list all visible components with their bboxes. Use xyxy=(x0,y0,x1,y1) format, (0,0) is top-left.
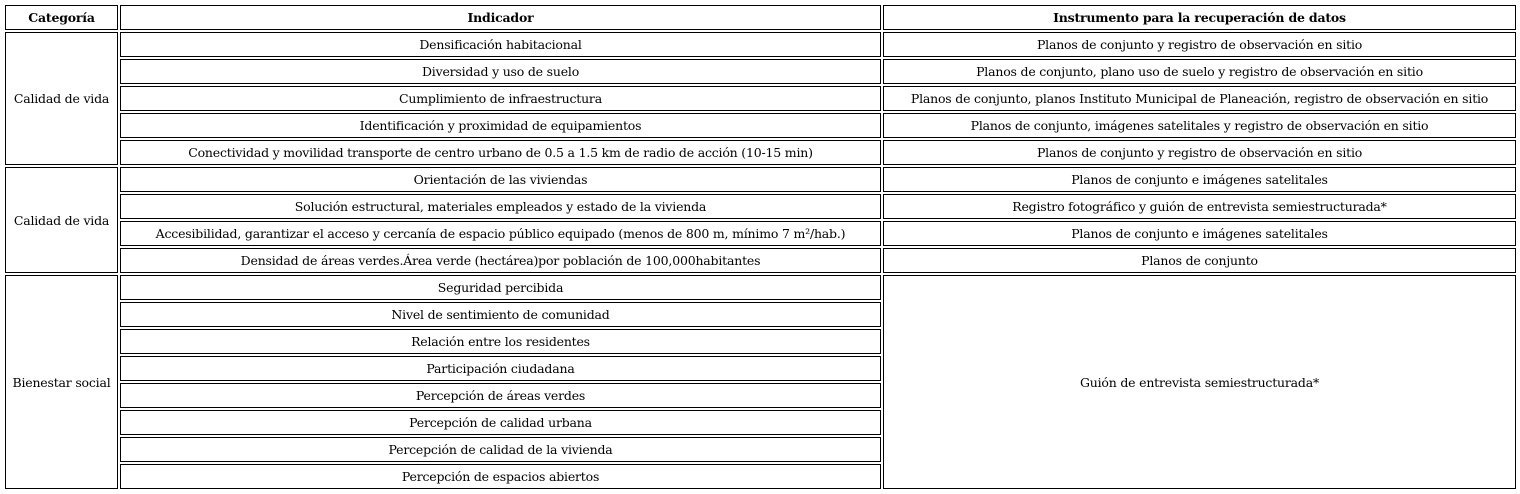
indicator-cell: Identificación y proximidad de equipamientos xyxy=(120,113,881,138)
indicator-cell: Accesibilidad, garantizar el acceso y cercanía de espacio público equipado (menos de 800 m, mínimo 7 m²/hab.) xyxy=(120,221,881,246)
category-cell: Calidad de vida xyxy=(5,167,118,273)
table-row xyxy=(5,140,1516,165)
indicator-cell: Relación entre los residentes xyxy=(120,329,881,354)
indicator-cell: Participación ciudadana xyxy=(120,356,881,381)
indicator-cell: Densidad de áreas verdes.Área verde (hectárea)por población de 100,000habitantes xyxy=(120,248,881,273)
table-row xyxy=(5,194,1516,219)
table-row xyxy=(5,32,1516,57)
category-cell: Bienestar social xyxy=(5,275,118,489)
table-row xyxy=(5,221,1516,246)
instrument-cell: Planos de conjunto, imágenes satelitales y registro de observación en sitio xyxy=(883,113,1516,138)
indicator-cell: Diversidad y uso de suelo xyxy=(120,59,881,84)
table-row xyxy=(5,86,1516,111)
header-row xyxy=(5,5,1516,30)
indicator-cell: Solución estructural, materiales empleados y estado de la vivienda xyxy=(120,194,881,219)
instrument-cell: Planos de conjunto xyxy=(883,248,1516,273)
instrument-cell: Planos de conjunto e imágenes satelitales xyxy=(883,167,1516,192)
table-row xyxy=(5,113,1516,138)
instrument-cell: Planos de conjunto, planos Instituto Municipal de Planeación, registro de observación en sitio xyxy=(883,86,1516,111)
indicator-cell: Percepción de calidad urbana xyxy=(120,410,881,435)
header-instrument: Instrumento para la recuperación de datos xyxy=(883,5,1516,30)
header-category: Categoría xyxy=(5,5,118,30)
indicator-cell: Seguridad percibida xyxy=(120,275,881,300)
instrument-cell: Planos de conjunto e imágenes satelitales xyxy=(883,221,1516,246)
table-row xyxy=(5,275,1516,300)
instrument-cell-shared: Guión de entrevista semiestructurada* xyxy=(883,275,1516,489)
instrument-cell: Planos de conjunto y registro de observación en sitio xyxy=(883,140,1516,165)
indicator-cell: Densificación habitacional xyxy=(120,32,881,57)
table-row xyxy=(5,167,1516,192)
indicator-cell: Percepción de calidad de la vivienda xyxy=(120,437,881,462)
indicator-cell: Cumplimiento de infraestructura xyxy=(120,86,881,111)
indicator-cell: Nivel de sentimiento de comunidad xyxy=(120,302,881,327)
category-cell: Calidad de vida xyxy=(5,32,118,165)
table-row xyxy=(5,248,1516,273)
header-indicator: Indicador xyxy=(120,5,881,30)
indicator-cell: Percepción de áreas verdes xyxy=(120,383,881,408)
indicator-cell: Orientación de las viviendas xyxy=(120,167,881,192)
table-row xyxy=(5,59,1516,84)
instrument-cell: Planos de conjunto y registro de observación en sitio xyxy=(883,32,1516,57)
indicator-cell: Percepción de espacios abiertos xyxy=(120,464,881,489)
indicator-cell: Conectividad y movilidad transporte de centro urbano de 0.5 a 1.5 km de radio de acción (10-15 min) xyxy=(120,140,881,165)
instrument-cell: Planos de conjunto, plano uso de suelo y registro de observación en sitio xyxy=(883,59,1516,84)
instrument-cell: Registro fotográfico y guión de entrevista semiestructurada* xyxy=(883,194,1516,219)
indicators-table xyxy=(3,3,1518,491)
